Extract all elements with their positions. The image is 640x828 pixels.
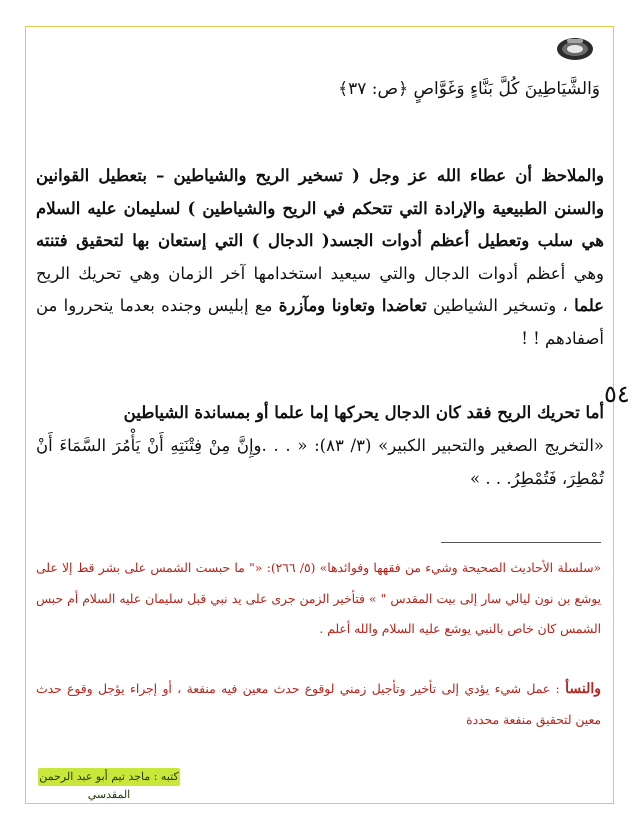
main-paragraph-text-3: مع إبليس وجنده بعدما يتحرروا من أصفادهم ! ! bbox=[36, 296, 604, 348]
footnote-2 bbox=[36, 674, 601, 735]
page-number: ٥٤ bbox=[604, 380, 630, 408]
main-paragraph-text-1: وهي أعظم أدوات الدجال والتي سيعيد استخدامها آخر الزمان وهي تحريك الريح bbox=[36, 263, 604, 283]
footnote-2-term: والنسأ bbox=[565, 681, 601, 697]
author-signature: كتبه : ماجد تيم أبو عبد الرحمن المقدسي bbox=[39, 770, 179, 801]
main-paragraph-bold-2: تعاضدا وتعاونا ومآزرة bbox=[278, 296, 427, 316]
decorative-emblem-icon bbox=[556, 36, 594, 62]
footnote-2-definition: : عمل شيء يؤدي إلى تأخير وتأجيل زمني لوقوع حدث معين فيه منفعة ، أو إجراء يؤجل وقوع حدث معين لتحقيق منفعة محددة bbox=[36, 682, 601, 727]
section-heading: أما تحريك الريح فقد كان الدجال يحركها إما علما أو بمساندة الشياطين bbox=[123, 403, 604, 422]
main-paragraph-bold-1: علما bbox=[574, 296, 605, 316]
footnote-divider bbox=[441, 542, 601, 543]
footnote-1: «سلسلة الأحاديث الصحيحة وشيء من فقهها وفوائدها» (٥/ ٢٦٦): «" ما حبست الشمس على بشر قط إلا على يوشع بن نون ليالي سار إلى بيت المقدس " » فتأخير الزمن جرى على يد نبي قبل سليمان عليه السلام أم حبس الشمس كان خاص بالنبي يوشع عليه السلام والله أعلم . bbox=[36, 561, 601, 636]
hadith-quote: «التخريج الصغير والتحبير الكبير» (٣/ ٨٣): « . . .وإِنَّ مِنْ فِتْنَتِهِ أَنْ يَأْمُرَ السَّمَاءَ أَنْ تُمْطِرَ، فَتُمْطِرُ. . . » bbox=[36, 436, 605, 488]
main-paragraph-text-2: ، وتسخير الشياطين bbox=[426, 296, 575, 316]
main-paragraph-intro: والملاحظ أن عطاء الله عز وجل ( تسخير الريح والشياطين – بتعطيل القوانين والسنن الطبيعية والإرادة التي تتحكم في الريح والشياطين ) لسليمان عليه السلام هي سلب وتعطيل أعظم أدوات الجسد( الدجال ) التي إستعان بها لتحقيق فتنته bbox=[36, 166, 604, 251]
section-block bbox=[36, 396, 604, 495]
main-paragraph bbox=[36, 160, 604, 356]
quran-verse: وَالشَّيَاطِينَ كُلَّ بَنَّاءٍ وَغَوَّاصٍ ﴿ص: ٣٧﴾ bbox=[338, 79, 600, 99]
